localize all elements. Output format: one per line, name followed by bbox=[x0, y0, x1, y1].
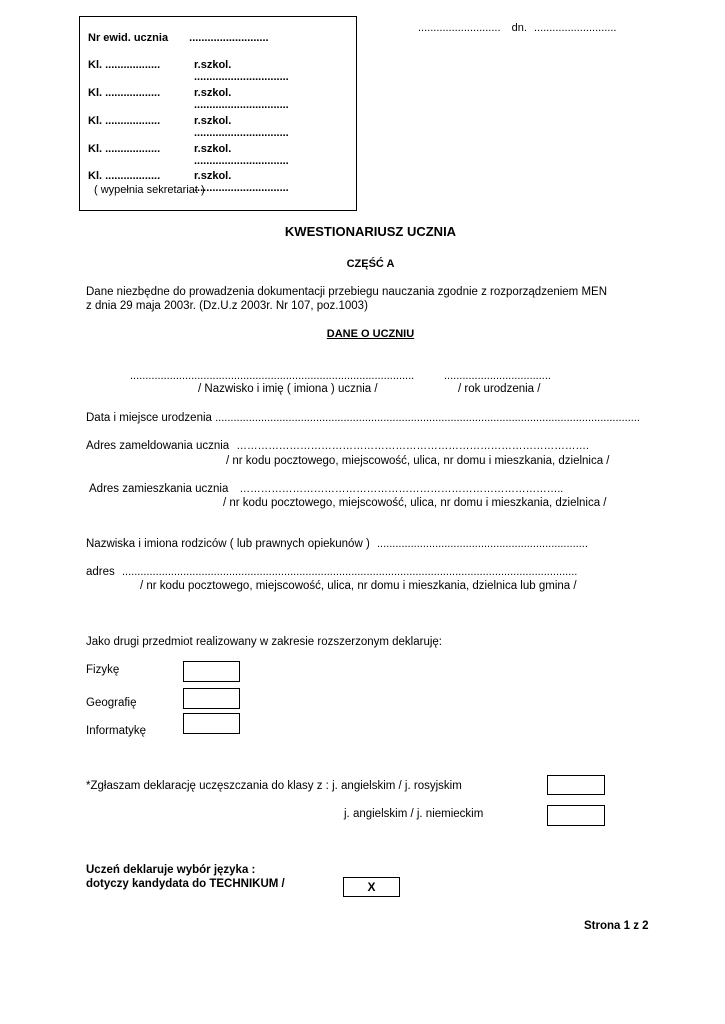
residence-address-label: Adres zamieszkania ucznia bbox=[89, 483, 229, 495]
secretariat-note: ( wypełnia sekretariat ) bbox=[94, 184, 205, 196]
registered-address-field[interactable]: ………………………………………………………………………………………. bbox=[236, 440, 589, 452]
registered-address-label: Adres zameldowania ucznia bbox=[86, 440, 230, 452]
parents-address-field[interactable]: ..................................................................................................................................................... bbox=[121, 566, 578, 578]
intro-line-1: Dane niezbędne do prowadzenia dokumentacji przebiegu nauczania zgodnie z rozporządzeniem MEN bbox=[86, 286, 608, 298]
date-dots-left: ........................... bbox=[418, 22, 501, 34]
date-dn-label: dn. bbox=[511, 22, 527, 34]
class-row: Kl. .................. r.szkol. ............................... bbox=[88, 59, 289, 83]
birth-year-caption: / rok urodzenia / bbox=[458, 383, 541, 395]
class-row: Kl. .................. r.szkol. ............................... bbox=[88, 143, 289, 167]
class-row: Kl. .................. r.szkol. ............................... bbox=[88, 170, 289, 194]
intro-line-2: z dnia 29 maja 2003r. (Dz.U.z 2003r. Nr 107, poz.1003) bbox=[86, 300, 368, 312]
registered-address-caption: / nr kodu pocztowego, miejscowość, ulica, nr domu i mieszkania, dzielnica / bbox=[226, 455, 610, 467]
section-heading: DANE O UCZNIU bbox=[326, 328, 415, 340]
option-physics-label: Fizykę bbox=[86, 664, 120, 676]
name-field[interactable]: ............................................................................................. bbox=[130, 370, 415, 382]
option-physics-checkbox[interactable] bbox=[183, 661, 240, 682]
birth-date-place-row bbox=[86, 412, 640, 424]
birth-year-field[interactable]: ................................... bbox=[444, 370, 551, 382]
date-dots-right: ........................... bbox=[533, 22, 617, 34]
parents-address-label: adres bbox=[86, 566, 115, 578]
parents-row bbox=[86, 538, 588, 550]
residence-address-caption: / nr kodu pocztowego, miejscowość, ulica, nr domu i mieszkania, dzielnica / bbox=[223, 497, 607, 509]
secretariat-box bbox=[79, 16, 357, 211]
option-informatics-checkbox[interactable] bbox=[183, 713, 240, 734]
technikum-language-checkbox[interactable] bbox=[343, 877, 400, 897]
birth-field[interactable]: ........................................................................................................................................... bbox=[215, 412, 640, 424]
option-geography-checkbox[interactable] bbox=[183, 688, 240, 709]
option-geography-label: Geografię bbox=[86, 697, 137, 709]
page-number: Strona 1 z 2 bbox=[584, 920, 649, 932]
residence-address-row bbox=[89, 483, 563, 495]
name-caption: / Nazwisko i imię ( imiona ) ucznia / bbox=[198, 383, 378, 395]
class-row: Kl. .................. r.szkol. ............................... bbox=[88, 115, 289, 139]
parents-address-row bbox=[86, 566, 577, 578]
language-english-russian-checkbox[interactable] bbox=[547, 775, 605, 795]
subject-question: Jako drugi przedmiot realizowany w zakresie rozszerzonym deklaruję: bbox=[86, 636, 443, 648]
language-declaration-line-2: j. angielskim / j. niemieckim bbox=[344, 808, 484, 820]
student-register-number: Nr ewid. ucznia .......................... bbox=[88, 32, 269, 44]
language-choice-line-2: dotyczy kandydata do TECHNIKUM / bbox=[86, 878, 285, 890]
language-choice-line-1: Uczeń deklaruje wybór języka : bbox=[86, 864, 256, 876]
class-row: Kl. .................. r.szkol. ............................... bbox=[88, 87, 289, 111]
date-line bbox=[418, 22, 616, 34]
parents-label: Nazwiska i imiona rodziców ( lub prawnych opiekunów ) bbox=[86, 538, 370, 550]
registered-address-row bbox=[86, 440, 589, 452]
language-declaration-line-1: *Zgłaszam deklarację uczęszczania do klasy z : j. angielskim / j. rosyjskim bbox=[86, 780, 462, 792]
part-label: CZĘŚĆ A bbox=[346, 258, 395, 270]
language-english-german-checkbox[interactable] bbox=[547, 805, 605, 826]
option-informatics-label: Informatykę bbox=[86, 725, 147, 737]
parents-field[interactable]: ..................................................................... bbox=[377, 538, 588, 550]
checked-mark: X bbox=[367, 880, 376, 894]
residence-address-field[interactable]: ……………………………………………………………………………….. bbox=[239, 483, 564, 495]
birth-label: Data i miejsce urodzenia bbox=[86, 412, 212, 424]
parents-address-caption: / nr kodu pocztowego, miejscowość, ulica, nr domu i mieszkania, dzielnica lub gmina / bbox=[140, 580, 577, 592]
form-title: KWESTIONARIUSZ UCZNIA bbox=[284, 224, 457, 239]
